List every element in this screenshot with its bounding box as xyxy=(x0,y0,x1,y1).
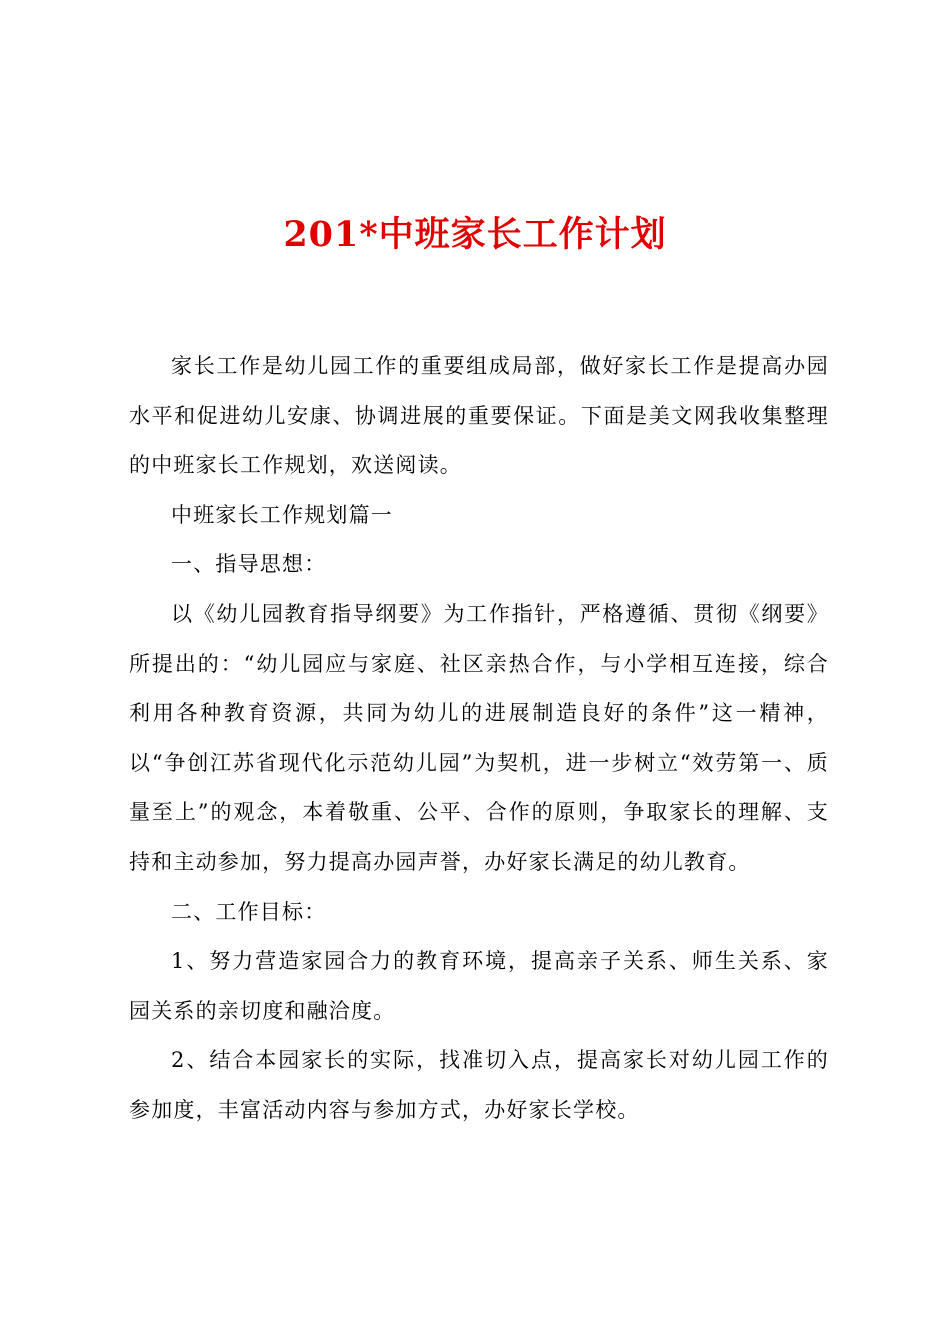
guiding-thought-paragraph: 以《幼儿园教育指导纲要》为工作指针，严格遵循、贯彻《纲要》所提出的：“幼儿园应与家庭、社区亲热合作，与小学相互连接，综合利用各种教育资源，共同为幼儿的进展制造良好的条件”这一精神，以“争创江苏省现代化示范幼儿园”为契机，进一步树立“效劳第一、质量至上”的观念，本着敬重、公平、合作的原则，争取家长的理解、支持和主动参加，努力提高办园声誉，办好家长满足的幼儿教育。 xyxy=(129,601,829,874)
heading-guiding-thought: 一、指导思想： xyxy=(171,552,327,577)
heading-work-goals: 二、工作目标： xyxy=(171,899,327,924)
goal-item-2: 2、结合本园家长的实际，找准切入点，提高家长对幼儿园工作的参加度，丰富活动内容与参加方式，办好家长学校。 xyxy=(129,1048,829,1122)
intro-paragraph: 家长工作是幼儿园工作的重要组成局部，做好家长工作是提高办园水平和促进幼儿安康、协调进展的重要保证。下面是美文网我收集整理的中班家长工作规划，欢送阅读。 xyxy=(129,354,829,478)
document-body xyxy=(129,342,829,1136)
document-title: 201*中班家长工作计划 xyxy=(283,214,667,255)
goal-item-1: 1、努力营造家园合力的教育环境，提高亲子关系、师生关系、家园关系的亲切度和融洽度。 xyxy=(129,949,829,1023)
section-heading-plan-one: 中班家长工作规划篇一 xyxy=(171,502,393,527)
